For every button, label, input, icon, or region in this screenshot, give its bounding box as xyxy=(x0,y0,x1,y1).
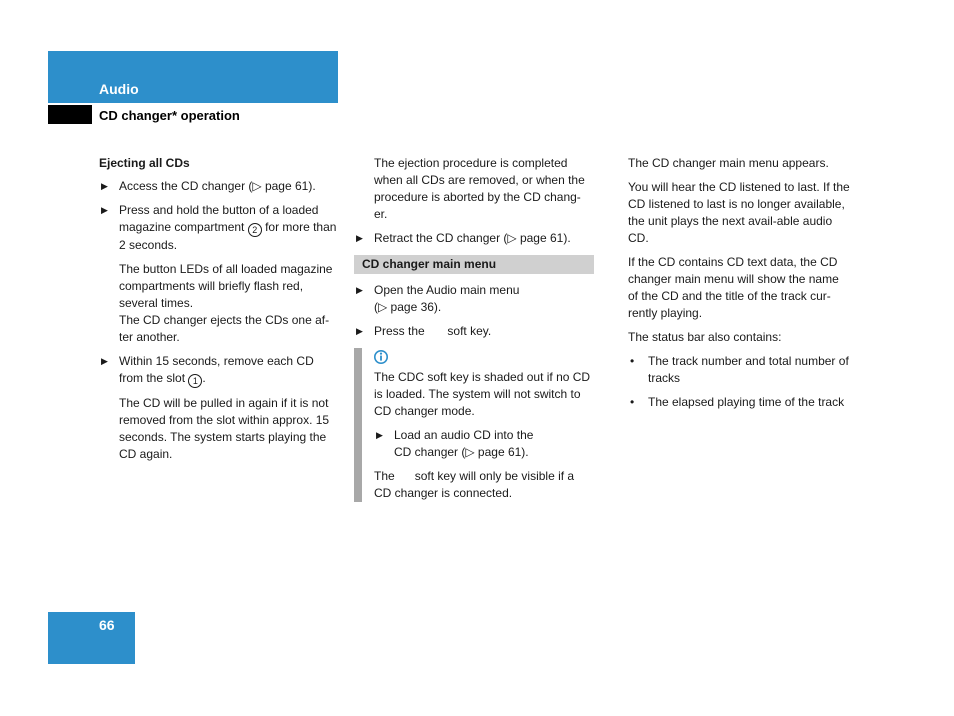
info-text-part: soft key will only be visible if a CD changer is connected. xyxy=(374,469,575,500)
column-middle xyxy=(354,155,594,509)
info-step-load xyxy=(374,427,594,461)
paragraph: You will hear the CD listened to last. If the CD listened to last is no longer available, the unit plays the next avail-able audio CD. xyxy=(628,180,850,245)
note-text: The CD changer ejects the CDs one af-ter another. xyxy=(119,313,330,344)
step-text: Retract the CD changer (▷ page 61). xyxy=(374,231,571,245)
step-text: for more than 2 seconds. xyxy=(119,220,337,252)
step-text: Access the CD changer (▷ page 61). xyxy=(119,179,316,193)
step-text: . xyxy=(202,371,206,385)
step-press-hold xyxy=(99,202,341,254)
step-text: Press and hold the button of a loaded magazine compartment xyxy=(119,203,319,234)
step-access xyxy=(99,178,341,195)
step-text: CD changer (▷ page 61). xyxy=(394,445,529,459)
bullet-text: The track number and total number of tracks xyxy=(648,354,849,385)
triangle-right-icon: ▶ xyxy=(356,285,363,295)
note-text: The button LEDs of all loaded magazine compartments will briefly flash red, several times. xyxy=(119,262,333,310)
paragraph: The status bar also contains: xyxy=(628,330,782,344)
column-right xyxy=(628,155,852,418)
callout-number: 1 xyxy=(188,374,202,388)
step-text: (▷ page 36). xyxy=(374,300,442,314)
column-left xyxy=(99,155,341,470)
step-text: Open the Audio main menu xyxy=(374,283,520,297)
bullet-item xyxy=(628,394,852,411)
page-number: 66 xyxy=(99,617,115,633)
triangle-right-icon: ▶ xyxy=(356,233,363,243)
bullet-item xyxy=(628,353,852,387)
note-leds xyxy=(99,261,341,346)
section-title-main-menu: CD changer main menu xyxy=(354,255,594,274)
header-band xyxy=(48,51,338,103)
section-marker xyxy=(48,105,92,124)
step-remove xyxy=(99,353,341,388)
step-text: Load an audio CD into the xyxy=(394,428,534,442)
page-title: Audio xyxy=(99,81,139,97)
bullet-dot-icon: • xyxy=(630,354,635,368)
info-text xyxy=(374,468,594,502)
step-text: Within 15 seconds, remove each CD from the slot xyxy=(119,354,314,385)
triangle-right-icon: ▶ xyxy=(356,326,363,336)
step-retract xyxy=(354,230,594,247)
bullet-dot-icon: • xyxy=(630,395,635,409)
section-title-ejecting: Ejecting all CDs xyxy=(99,156,190,170)
section-subtitle: CD changer* operation xyxy=(99,108,240,123)
info-text-part: The xyxy=(374,469,395,483)
bullet-text: The elapsed playing time of the track xyxy=(648,395,845,409)
info-text: The CDC soft key is shaded out if no CD is loaded. The system will not switch to CD changer mode. xyxy=(374,370,591,418)
paragraph: If the CD contains CD text data, the CD changer main menu will show the name of the CD and the title of the track cur-rently playing. xyxy=(628,255,839,320)
triangle-right-icon: ▶ xyxy=(101,205,108,215)
info-icon xyxy=(374,348,388,364)
step-open-audio xyxy=(354,282,594,316)
step-press-soft-key xyxy=(354,323,594,340)
step-text: Press the xyxy=(374,324,425,338)
triangle-right-icon: ▶ xyxy=(101,181,108,191)
page-number-band xyxy=(48,612,135,664)
callout-number: 2 xyxy=(248,223,262,237)
triangle-right-icon: ▶ xyxy=(101,356,108,366)
intro-text: The ejection procedure is completed when all CDs are removed, or when the procedure is aborted by the CD chang-er. xyxy=(374,156,585,221)
triangle-right-icon: ▶ xyxy=(376,430,383,440)
step-text: soft key. xyxy=(447,324,492,338)
paragraph: The CD changer main menu appears. xyxy=(628,156,829,170)
info-box xyxy=(354,348,594,502)
note-pulled-in: The CD will be pulled in again if it is not removed from the slot within approx. 15 seconds. The system starts playing the CD again. xyxy=(119,396,330,461)
